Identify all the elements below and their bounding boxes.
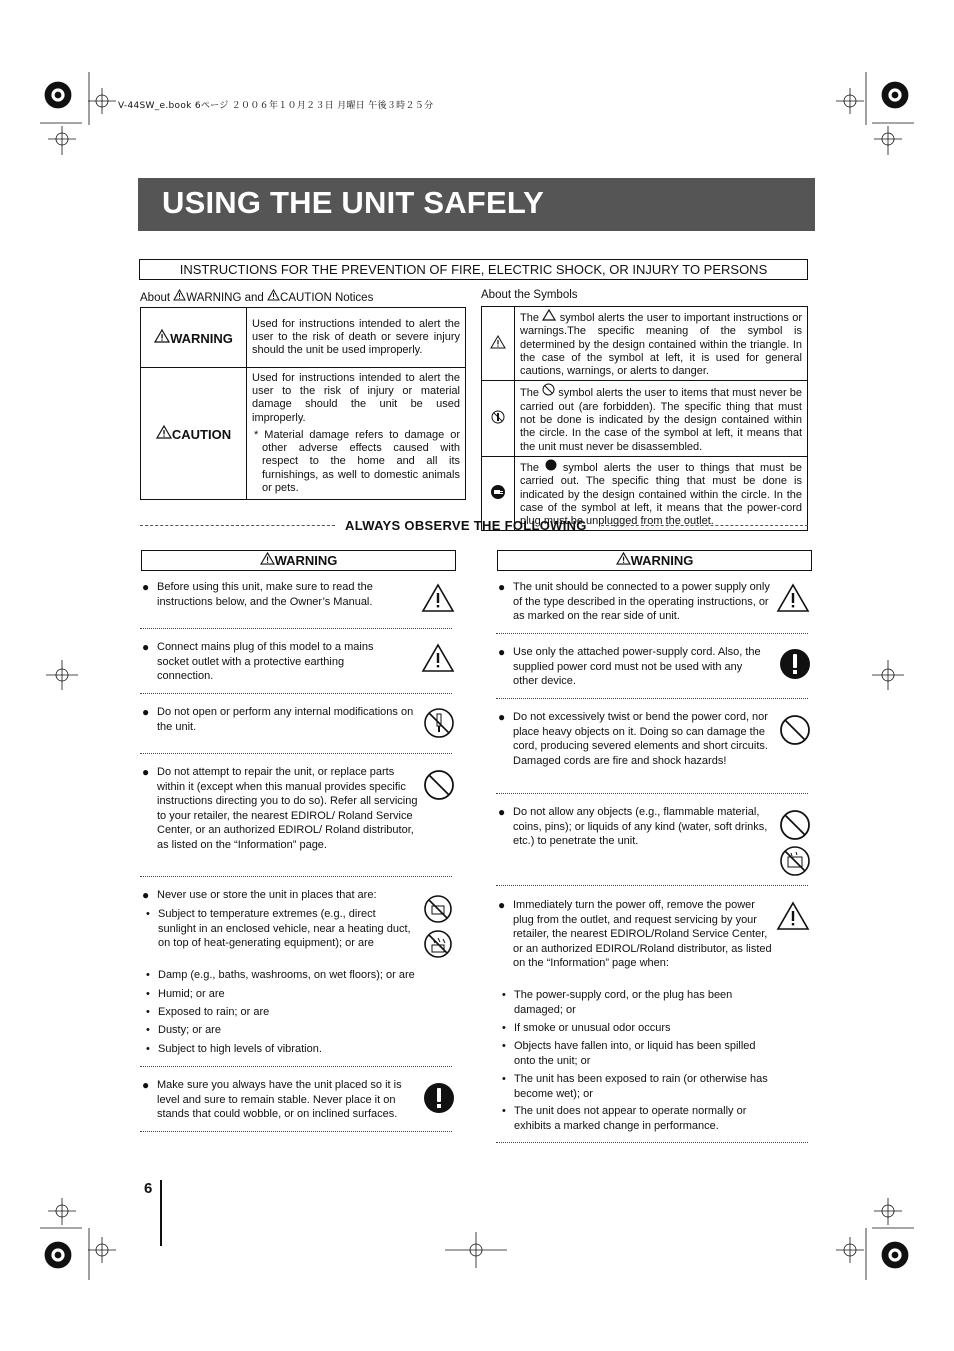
- list-item: ● The unit should be connected to a power supply only of the type described in the operating instructions, or as marked on the rear side of unit.: [498, 580, 818, 626]
- prohibited-circle-icon: [423, 769, 455, 801]
- warning-triangle-icon: [156, 425, 172, 439]
- symbols-heading: About the Symbols: [481, 289, 578, 301]
- warning-triangle-icon: [267, 289, 280, 301]
- no-disassembly-icon: [423, 707, 455, 739]
- bullet-icon: ●: [498, 805, 506, 819]
- observe-divider: [140, 519, 808, 533]
- bullet-icon: ●: [142, 765, 150, 779]
- no-disassembly-icon: [490, 409, 506, 425]
- dotted-separator: [140, 628, 452, 629]
- caution-notice-label: CAUTION: [141, 368, 247, 500]
- list-item: ● Make sure you always have the unit placed so it is level and sure to remain stable. Never place it on stands that could wobble, or on inclined surfaces.: [142, 1078, 462, 1126]
- page-number-rule: [160, 1180, 162, 1246]
- symbol-dot-desc: The symbol alerts the user to things that must be carried out. The specific thing that must be done is indicated by the design contained within the circle. In the case of the symbol at left, it means that the power-cord plug must be unplugged from the outlet.: [515, 456, 808, 530]
- no-water-icon: [423, 929, 453, 959]
- sub-list-item: • The power-supply cord, or the plug has been damaged; or: [514, 988, 774, 1017]
- bullet-icon: ●: [498, 898, 506, 912]
- dotted-separator: [140, 1066, 452, 1067]
- dotted-separator: [496, 885, 808, 886]
- list-item: ● Use only the attached power-supply cord. Also, the supplied power cord must not be used with any other device.: [498, 645, 818, 691]
- sub-list-item: • Subject to high levels of vibration.: [158, 1042, 448, 1057]
- bullet-icon: ●: [142, 1078, 150, 1092]
- warning-triangle-icon: [173, 289, 186, 301]
- caution-notice-desc: [247, 368, 466, 500]
- bullet-icon: ●: [498, 645, 506, 659]
- sub-list-item: • Dusty; or are: [158, 1023, 448, 1038]
- notices-heading-caution: CAUTION: [280, 292, 332, 304]
- dotted-separator: [496, 793, 808, 794]
- caution-notice-text: Used for instructions intended to alert the user to the risk of injury or material damage should the unit be used improperly.: [252, 371, 460, 424]
- list-item: ● Do not attempt to repair the unit, or replace parts within it (except when this manual provides specific instructions directing you to do so). Refer all servicing to your retailer, the nearest EDIROL/ Roland Service Center, or an authorized EDIROL/ Roland distributor, as listed on the “Information” page.: [142, 765, 462, 865]
- dotted-separator: [496, 1142, 808, 1143]
- print-header: V-44SW_e.book 6ページ ２００６年１０月２３日 月曜日 午後３時２５分: [118, 101, 434, 111]
- dashed-rule: [601, 525, 808, 526]
- symbols-table: [481, 306, 808, 531]
- bullet-icon: ●: [498, 710, 506, 724]
- page-title: USING THE UNIT SAFELY: [162, 185, 544, 220]
- caution-footnote: * Material damage refers to damage or other adverse effects caused with respect to the home and all its furnishings, as well to domestic animals or pets.: [254, 428, 460, 495]
- list-item: ● Do not excessively twist or bend the power cord, nor place heavy objects on it. Doing so can damage the cord, producing severed elements and short circuits. Damaged cords are fire and shock hazards!: [498, 710, 818, 786]
- list-item: ● Do not open or perform any internal modifications on the unit.: [142, 705, 462, 745]
- bullet-icon: ●: [142, 640, 150, 654]
- observe-heading: ALWAYS OBSERVE THE FOLLOWING: [345, 518, 587, 533]
- warning-notice-desc: Used for instructions intended to alert the user to the risk of death or severe injury should the unit be used improperly.: [247, 308, 466, 368]
- dotted-separator: [140, 753, 452, 754]
- page-number: 6: [144, 1180, 153, 1197]
- unplug-icon: [490, 484, 506, 500]
- sub-list-item: • Subject to temperature extremes (e.g., direct sunlight in an enclosed vehicle, near a heating duct, on top of heat-generating equipment); or are: [158, 907, 411, 951]
- prohibited-circle-icon: [779, 714, 811, 746]
- warning-triangle-icon: [490, 335, 506, 349]
- no-sunlight-icon: [423, 894, 453, 924]
- notices-heading-about: About: [140, 292, 171, 304]
- mandatory-action-icon: [779, 648, 811, 680]
- dotted-separator: [140, 876, 452, 877]
- bullet-icon: ●: [498, 580, 506, 594]
- no-liquids-icon: [779, 845, 811, 877]
- warning-notice-label: WARNING: [141, 308, 247, 368]
- dotted-separator: [496, 698, 808, 699]
- symbol-circle-desc: The symbol alerts the user to items that must never be carried out (are forbidden). The specific thing that must not be done is indicated by the design contained within the circle. In the case of the symbol at left, it means that the unit must never be disassembled.: [515, 381, 808, 456]
- bullet-icon: ●: [142, 580, 150, 594]
- bullet-icon: ●: [142, 888, 150, 902]
- triangle-symbol-icon: [542, 309, 556, 321]
- bullet-icon: ●: [142, 705, 150, 719]
- warning-triangle-icon: [776, 901, 810, 931]
- dotted-separator: [140, 1131, 452, 1132]
- instructions-heading: INSTRUCTIONS FOR THE PREVENTION OF FIRE, ELECTRIC SHOCK, OR INJURY TO PERSONS: [139, 259, 808, 280]
- sub-list-item: • The unit does not appear to operate normally or exhibits a marked change in performance.: [514, 1104, 784, 1133]
- prohibited-circle-icon: [779, 809, 811, 841]
- notices-heading: [140, 289, 373, 304]
- sub-list-item: • Exposed to rain; or are: [158, 1005, 448, 1020]
- warning-triangle-icon: [421, 583, 455, 613]
- mandatory-action-icon: [423, 1082, 455, 1114]
- notices-heading-and: and: [244, 292, 264, 304]
- sub-list-item: • Objects have fallen into, or liquid has been spilled onto the unit; or: [514, 1039, 774, 1068]
- symbol-triangle-desc: The symbol alerts the user to important instructions or warnings.The specific meaning of the symbol is determined by the design contained within the triangle. In the case of the symbol at left, it is used for general cautions, warnings, or alerts to danger.: [515, 307, 808, 381]
- list-item: ● Do not allow any objects (e.g., flammable material, coins, pins); or liquids of any kind (water, soft drinks, etc.) to penetrate the unit.: [498, 805, 818, 877]
- warning-triangle-icon: [421, 643, 455, 673]
- notices-heading-warning: WARNING: [186, 292, 242, 304]
- mandatory-dot-icon: [545, 459, 557, 471]
- list-item: ● Never use or store the unit in places that are: • Subject to temperature extremes (e.g., direct sunlight in an enclosed vehicle, near a heating duct, on top of heat-generating equipment); or are • Damp (e.g., baths, washrooms, on wet floors); or are • Humid; or are • Exposed to rain; or are • Dusty; or are • Subject to high levels of vibration.: [142, 888, 462, 1058]
- warning-triangle-icon: [260, 552, 275, 565]
- title-bar: [138, 178, 815, 231]
- warning-triangle-icon: [616, 552, 631, 565]
- list-item: ● Connect mains plug of this model to a mains socket outlet with a protective earthing connection.: [142, 640, 462, 686]
- notices-table: [140, 307, 466, 500]
- warning-triangle-icon: [776, 583, 810, 613]
- dotted-separator: [496, 633, 808, 634]
- sub-list-item: • The unit has been exposed to rain (or otherwise has become wet); or: [514, 1072, 774, 1101]
- symbol-circle-cell: [482, 381, 515, 456]
- symbol-triangle-cell: [482, 307, 515, 381]
- right-warning-box: WARNING: [497, 550, 812, 571]
- left-warning-box: WARNING: [141, 550, 456, 571]
- sub-list-item: • Humid; or are: [158, 987, 448, 1002]
- warning-triangle-icon: [154, 329, 170, 343]
- list-item: ● Before using this unit, make sure to read the instructions below, and the Owner’s Manual.: [142, 580, 462, 620]
- list-item: ● Immediately turn the power off, remove the power plug from the outlet, and request servicing by your retailer, the nearest EDIROL/Roland Service Center, or an authorized EDIROL/Roland distributor, as listed on the “Information” page when: • The power-supply cord, or the plug has been damaged; or • If smoke or unusual odor occurs • Objects have fallen into, or liquid has been spilled onto the unit; or • The unit has been exposed to rain (or otherwise has become wet); or • The unit does not appear to operate normally or exhibits a marked change in performance.: [498, 898, 818, 1138]
- sub-list-item: • Damp (e.g., baths, washrooms, on wet floors); or are: [158, 968, 458, 983]
- notices-heading-notices: Notices: [334, 292, 374, 304]
- dashed-rule: [140, 525, 335, 526]
- dotted-separator: [140, 693, 452, 694]
- prohibited-circle-icon: [542, 383, 555, 396]
- sub-list-item: • If smoke or unusual odor occurs: [514, 1021, 774, 1036]
